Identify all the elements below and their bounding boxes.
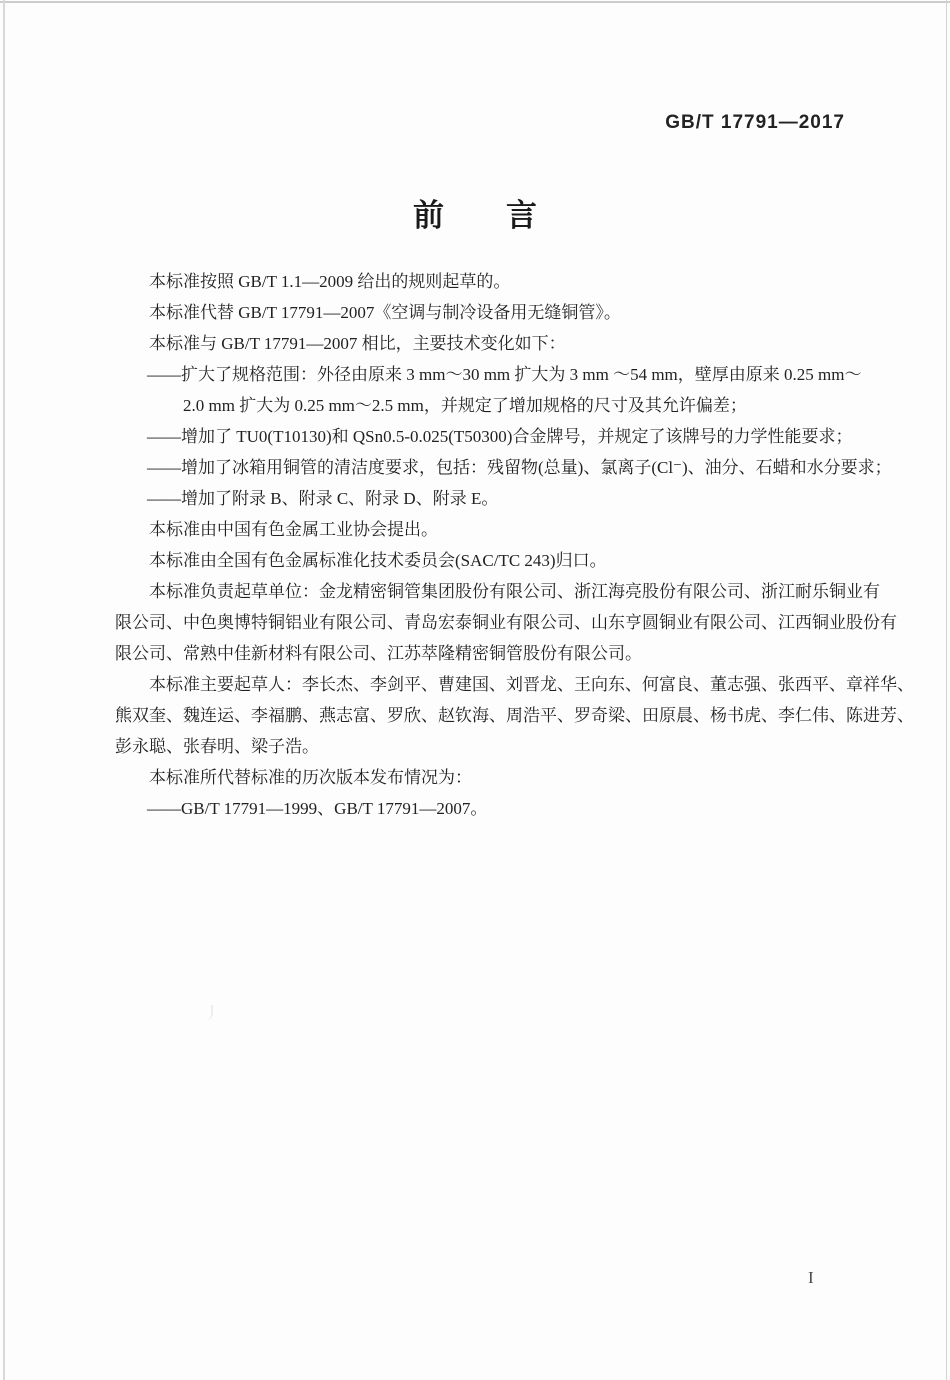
text-line: 限公司、常熟中佳新材料有限公司、江苏萃隆精密铜管股份有限公司。 (115, 644, 642, 663)
text-line: 本标准按照 GB/T 1.1—2009 给出的规则起草的。 (149, 272, 511, 291)
page-number: I (808, 1268, 815, 1287)
page-title: 前 言 (413, 198, 537, 233)
text-line: 限公司、中色奥博特铜铝业有限公司、青岛宏泰铜业有限公司、山东亨圆铜业有限公司、江西铜业股份有 (115, 613, 897, 632)
text-line: 彭永聪、张春明、梁子浩。 (115, 737, 319, 756)
text-line: ——增加了冰箱用铜管的清洁度要求，包括：残留物(总量)、氯离子(Cl⁻)、油分、石蜡和水分要求； (147, 458, 892, 477)
text-line: 本标准与 GB/T 17791—2007 相比，主要技术变化如下： (149, 334, 566, 353)
text-line: ——GB/T 17791—1999、GB/T 17791—2007。 (147, 799, 488, 818)
text-line: ——增加了附录 B、附录 C、附录 D、附录 E。 (147, 489, 499, 508)
foreword-body (115, 266, 914, 824)
text-line: 2.0 mm 扩大为 0.25 mm～2.5 mm，并规定了增加规格的尺寸及其允许偏差； (183, 396, 747, 415)
text-line: 本标准代替 GB/T 17791—2007《空调与制冷设备用无缝铜管》。 (149, 303, 621, 322)
text-line: 本标准所代替标准的历次版本发布情况为： (149, 768, 472, 787)
text-line: ——增加了 TU0(T10130)和 QSn0.5-0.025(T50300)合金牌号，并规定了该牌号的力学性能要求； (147, 427, 853, 446)
text-line: 熊双奎、魏连运、李福鹏、燕志富、罗欣、赵钦海、周浩平、罗奇梁、田原晨、杨书虎、李仁伟、陈进芳、 (115, 706, 914, 725)
text-line: ——扩大了规格范围：外径由原来 3 mm～30 mm 扩大为 3 mm ～54 mm，壁厚由原来 0.25 mm～ (147, 365, 862, 384)
text-line: 本标准由全国有色金属标准化技术委员会(SAC/TC 243)归口。 (149, 551, 607, 570)
scan-artifact (203, 1005, 213, 1021)
text-line: 本标准由中国有色金属工业协会提出。 (149, 520, 438, 539)
text-line: 本标准主要起草人：李长杰、李剑平、曹建国、刘晋龙、王向东、何富良、董志强、张西平、章祥华、 (149, 675, 914, 694)
document-code: GB/T 17791—2017 (665, 112, 845, 133)
scan-edge-top (0, 1, 950, 3)
text-line: 本标准负责起草单位：金龙精密铜管集团股份有限公司、浙江海亮股份有限公司、浙江耐乐铜业有 (149, 582, 880, 601)
